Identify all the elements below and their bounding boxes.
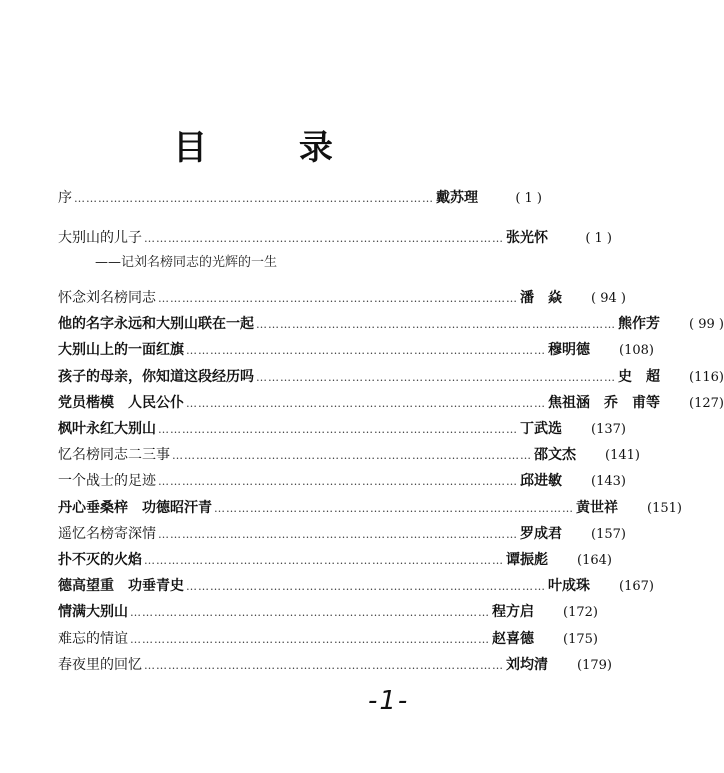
entry-author: 潘 焱 (520, 290, 562, 306)
page-title: 目 录 (173, 128, 373, 168)
toc-entry-main (58, 228, 612, 248)
entry-title: 丹心垂桑梓 功德昭汗青 (58, 499, 212, 516)
entry-subtitle: ——记刘名榜同志的光辉的一生 (95, 255, 278, 270)
leader-dots: ……………………………………………………………………………… (144, 658, 504, 672)
leader-dots: ……………………………………………………………………………… (172, 449, 532, 463)
entry-title: 遥忆名榜寄深情 (58, 525, 156, 542)
leader-dots: ……………………………………………………………………………… (158, 423, 518, 436)
entry-author: 谭振彪 (506, 552, 548, 568)
toc-entry (58, 471, 626, 491)
toc-entry (58, 314, 724, 334)
entry-page: ( 94 ) (591, 291, 626, 306)
entry-title: 春夜里的回忆 (58, 656, 142, 673)
entry-page: (151) (647, 500, 682, 516)
toc-entry (58, 576, 654, 596)
entry-page: (167) (619, 579, 654, 595)
entry-author: 穆明德 (548, 342, 590, 359)
leader-dots: ……………………………………………………………………………… (158, 475, 518, 489)
entry-author: 邵文杰 (534, 447, 576, 464)
entry-page: (127) (689, 395, 724, 411)
leader-dots: ……………………………………………………………………………… (186, 580, 546, 594)
entry-title: 情满大别山 (58, 604, 128, 621)
toc-entry (58, 419, 626, 439)
leader-dots: ……………………………………………………………………………… (74, 192, 434, 205)
entry-page: (179) (577, 657, 612, 673)
toc-entry (58, 524, 626, 544)
entry-title: 忆名榜同志二三事 (58, 447, 170, 464)
entry-title: 扑不灭的火焰 (58, 552, 142, 568)
entry-page: ( 99 ) (689, 317, 724, 333)
entry-author: 叶成珠 (548, 578, 590, 595)
entry-title: 难忘的情谊 (58, 630, 128, 647)
entry-author: 赵喜德 (492, 630, 534, 647)
toc-entry (58, 550, 612, 570)
page-number: -1- (368, 686, 410, 716)
entry-page: (116) (689, 369, 724, 385)
entry-author: 熊作芳 (618, 316, 660, 333)
entry-author: 戴苏理 (436, 190, 478, 206)
leader-dots: ……………………………………………………………………………… (186, 396, 546, 410)
leader-dots: ……………………………………………………………………………… (256, 370, 616, 384)
entry-title: 大别山的儿子 (58, 230, 142, 246)
entry-author: 程方启 (492, 604, 534, 621)
entry-page: (137) (591, 422, 626, 437)
entry-author: 焦祖涵 乔 甫等 (548, 394, 660, 411)
entry-author: 史 超 (618, 368, 660, 385)
toc-entry (58, 367, 724, 387)
entry-title: 序 (58, 190, 72, 206)
toc-entry (58, 655, 612, 675)
toc-entry (58, 393, 724, 413)
leader-dots: ……………………………………………………………………………… (144, 554, 504, 567)
entry-title: 怀念刘名榜同志 (58, 290, 156, 306)
entry-author: 邱进敏 (520, 473, 562, 490)
entry-author: 罗成君 (520, 525, 562, 542)
toc-entry (58, 288, 626, 308)
entry-title: 孩子的母亲，你知道这段经历吗 (58, 368, 254, 385)
entry-author: 黄世祥 (576, 499, 618, 516)
entry-author: 丁武选 (520, 421, 562, 437)
leader-dots: ……………………………………………………………………………… (130, 606, 490, 620)
entry-title: 德高望重 功垂青史 (58, 578, 184, 595)
entry-page: ( 1 ) (585, 231, 612, 246)
entry-page: (175) (563, 631, 598, 647)
leader-dots: ……………………………………………………………………………… (130, 632, 490, 646)
leader-dots: ……………………………………………………………………………… (186, 344, 546, 358)
entry-title: 他的名字永远和大别山联在一起 (58, 316, 254, 333)
entry-author: 刘均清 (506, 656, 548, 673)
toc-entry (58, 340, 654, 360)
entry-page: (108) (619, 343, 654, 359)
entry-page: (141) (605, 448, 640, 464)
entry-title: 一个战士的足迹 (58, 473, 156, 490)
entry-title: 党员楷模 人民公仆 (58, 394, 184, 411)
entry-page: ( 1 ) (515, 191, 542, 206)
toc-entry-preface (58, 188, 542, 208)
toc-entry (58, 445, 640, 465)
leader-dots: ……………………………………………………………………………… (256, 318, 616, 332)
entry-title: 枫叶永红大别山 (58, 421, 156, 437)
entry-author: 张光怀 (506, 230, 548, 246)
leader-dots: ……………………………………………………………………………… (158, 292, 518, 305)
toc-entry (58, 629, 598, 649)
entry-page: (143) (591, 474, 626, 490)
entry-title: 大别山上的一面红旗 (58, 342, 184, 359)
leader-dots: ……………………………………………………………………………… (158, 527, 518, 541)
entry-page: (164) (577, 553, 612, 568)
leader-dots: ……………………………………………………………………………… (214, 501, 574, 515)
toc-entry (58, 602, 598, 622)
leader-dots: ……………………………………………………………………………… (144, 232, 504, 245)
entry-page: (172) (563, 605, 598, 621)
toc-entry (58, 498, 682, 518)
entry-page: (157) (591, 526, 626, 542)
